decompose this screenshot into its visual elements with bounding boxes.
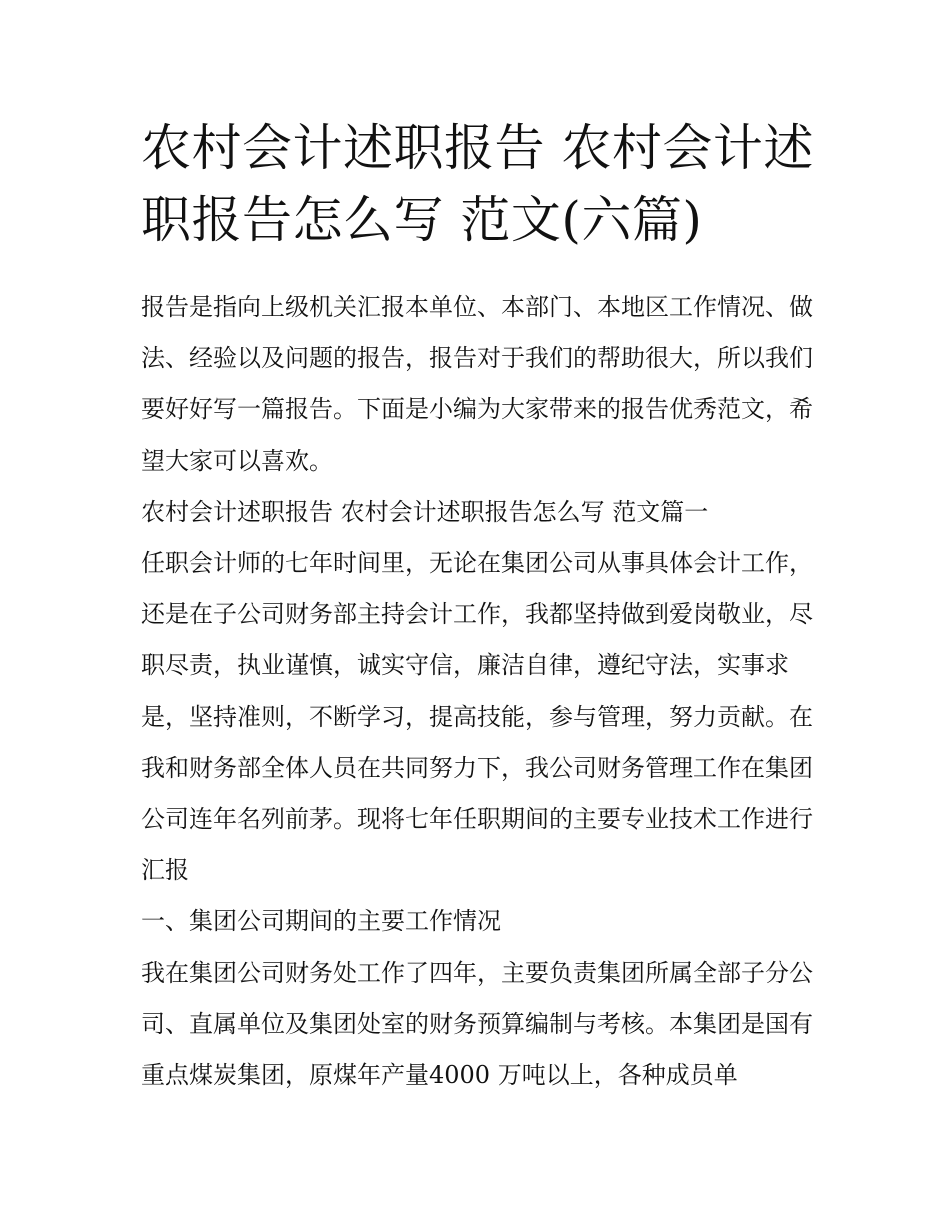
section-title: 农村会计述职报告 农村会计述职报告怎么写 范文篇一: [141, 497, 709, 526]
subheading-1: 一、集团公司期间的主要工作情况: [141, 907, 501, 936]
document-title: 农村会计述职报告 农村会计述职报告怎么写 范文(六篇): [141, 119, 814, 249]
document-page: [141, 112, 821, 1101]
document-body: [141, 282, 821, 1101]
intro-paragraph: 报告是指向上级机关汇报本单位、本部门、本地区工作情况、做法、经验以及问题的报告，报告对于我们的帮助很大，所以我们要好好写一篇报告。下面是小编为大家带来的报告优秀范文，希望大家可以喜欢。: [141, 293, 813, 475]
body-paragraph-2: 我在集团公司财务处工作了四年，主要负责集团所属全部子分公司、直属单位及集团处室的财务预算编制与考核。本集团是国有重点煤炭集团，原煤年产量4000 万吨以上，各种成员单: [141, 958, 813, 1090]
body-paragraph-1: 任职会计师的七年时间里，无论在集团公司从事具体会计工作，还是在子公司财务部主持会计工作，我都坚持做到爱岗敬业，尽职尽责，执业谨慎，诚实守信，廉洁自律，遵纪守法，实事求是，坚持准则，不断学习，提高技能，参与管理，努力贡献。在我和财务部全体人员在共同努力下，我公司财务管理工作在集团公司连年名列前茅。现将七年任职期间的主要专业技术工作进行汇报: [141, 549, 813, 885]
